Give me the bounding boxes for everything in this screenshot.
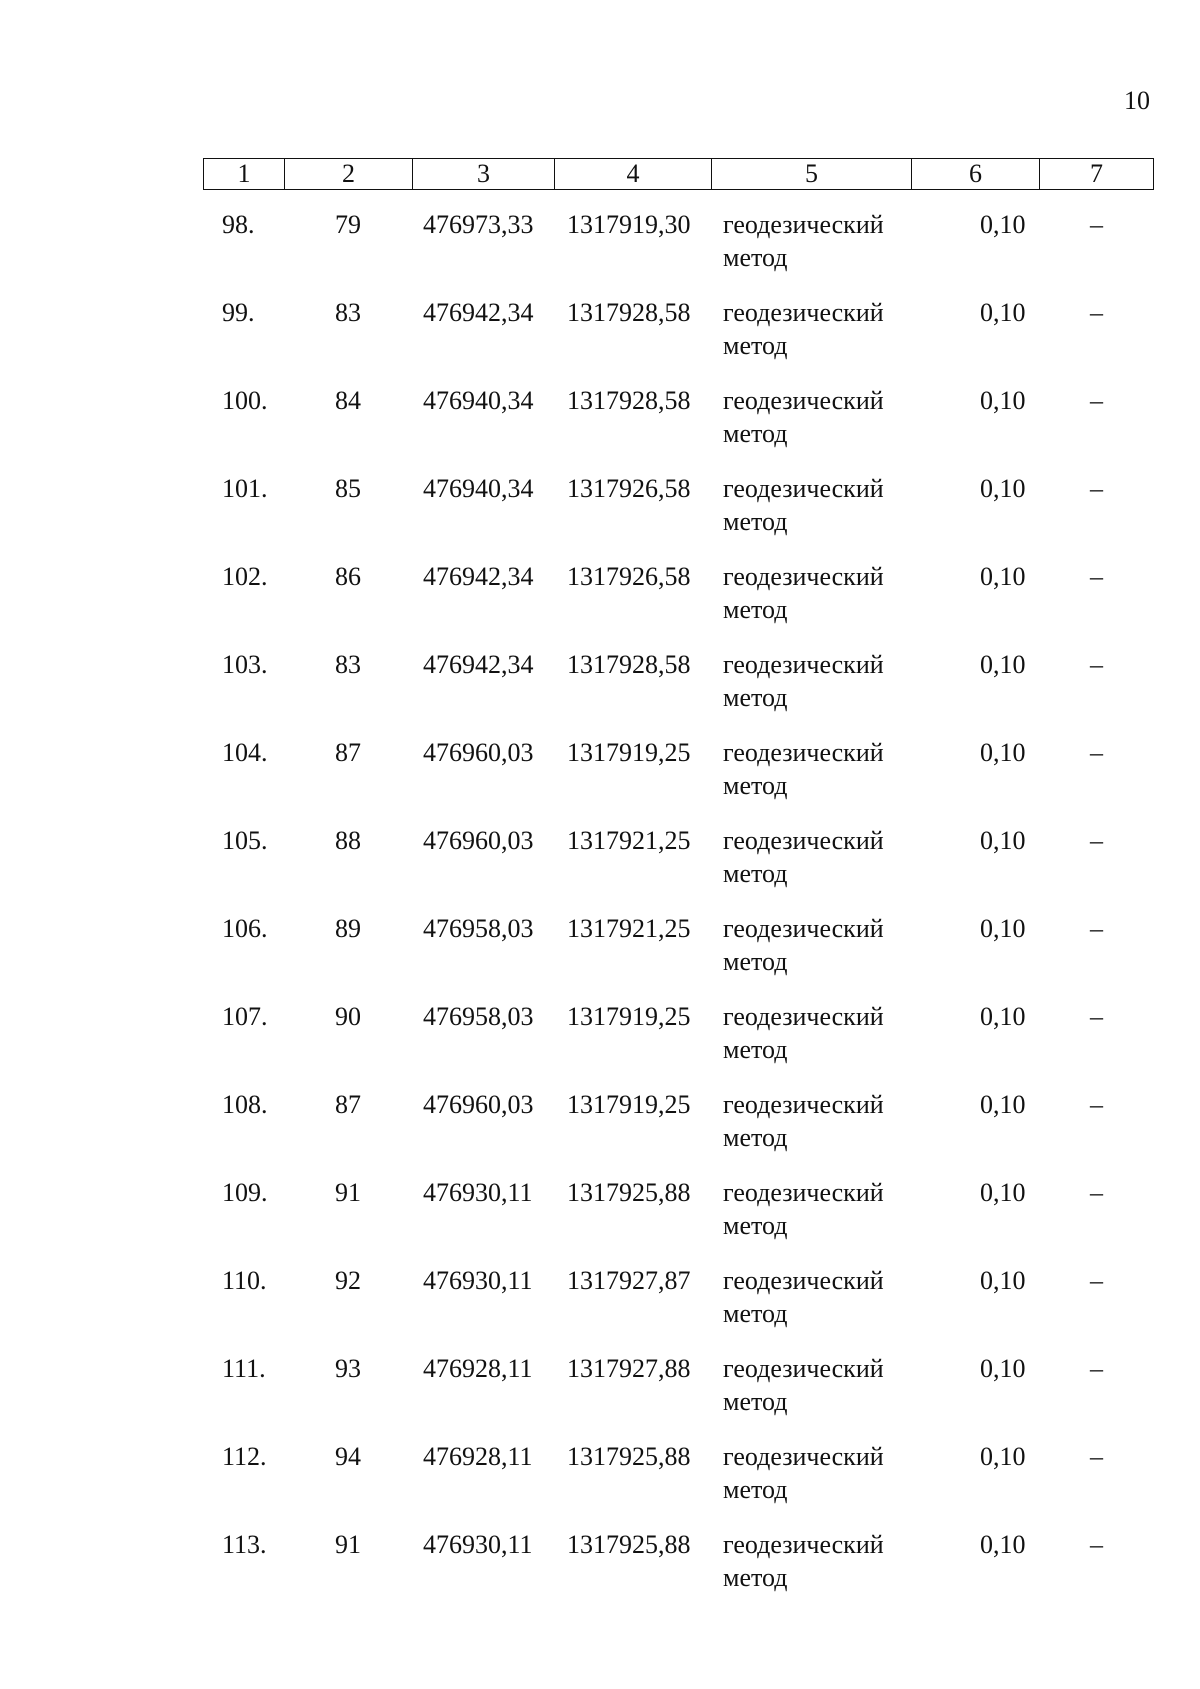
method-line-1: геодезический (723, 826, 884, 855)
method (723, 1528, 923, 1594)
point-number: 83 (335, 298, 361, 327)
coordinate-y: 1317925,88 (567, 1442, 691, 1471)
method-line-1: геодезический (723, 298, 884, 327)
method-line-2: метод (723, 419, 788, 448)
note: – (1090, 826, 1103, 855)
note: – (1090, 474, 1103, 503)
method (723, 824, 923, 890)
column-header-3: 3 (413, 159, 555, 190)
coordinate-x: 476930,11 (423, 1178, 533, 1207)
coordinate-x: 476960,03 (423, 1090, 534, 1119)
point-number: 93 (335, 1354, 361, 1383)
coordinate-x: 476942,34 (423, 562, 534, 591)
coordinate-y: 1317919,30 (567, 210, 691, 239)
method (723, 1264, 923, 1330)
point-number: 87 (335, 1090, 361, 1119)
column-header-4: 4 (555, 159, 712, 190)
note: – (1090, 738, 1103, 767)
column-header-table (203, 158, 1154, 190)
column-header-7: 7 (1040, 159, 1154, 190)
table-row (0, 736, 1200, 824)
table-row (0, 1176, 1200, 1264)
row-number: 109. (222, 1178, 268, 1207)
coordinate-x: 476942,34 (423, 298, 534, 327)
method-line-1: геодезический (723, 738, 884, 767)
method-line-2: метод (723, 595, 788, 624)
method-line-1: геодезический (723, 1266, 884, 1295)
method-line-2: метод (723, 331, 788, 360)
accuracy: 0,10 (980, 474, 1026, 503)
coordinate-x: 476973,33 (423, 210, 534, 239)
row-number: 107. (222, 1002, 268, 1031)
note: – (1090, 650, 1103, 679)
row-number: 106. (222, 914, 268, 943)
method-line-1: геодезический (723, 1090, 884, 1119)
row-number: 112. (222, 1442, 267, 1471)
method-line-1: геодезический (723, 1002, 884, 1031)
accuracy: 0,10 (980, 386, 1026, 415)
note: – (1090, 210, 1103, 239)
point-number: 91 (335, 1178, 361, 1207)
coordinate-x: 476930,11 (423, 1530, 533, 1559)
note: – (1090, 914, 1103, 943)
method-line-1: геодезический (723, 210, 884, 239)
table-row (0, 384, 1200, 472)
method (723, 912, 923, 978)
row-number: 113. (222, 1530, 267, 1559)
method-line-2: метод (723, 771, 788, 800)
coordinate-y: 1317921,25 (567, 826, 691, 855)
note: – (1090, 386, 1103, 415)
accuracy: 0,10 (980, 1266, 1026, 1295)
method-line-2: метод (723, 243, 788, 272)
coordinate-x: 476928,11 (423, 1442, 533, 1471)
coordinate-x: 476930,11 (423, 1266, 533, 1295)
method (723, 1440, 923, 1506)
row-number: 98. (222, 210, 255, 239)
accuracy: 0,10 (980, 562, 1026, 591)
coordinate-x: 476928,11 (423, 1354, 533, 1383)
method-line-1: геодезический (723, 1442, 884, 1471)
table-row (0, 648, 1200, 736)
accuracy: 0,10 (980, 738, 1026, 767)
method-line-2: метод (723, 1387, 788, 1416)
method-line-2: метод (723, 507, 788, 536)
method (723, 472, 923, 538)
column-header-row (204, 159, 1154, 190)
accuracy: 0,10 (980, 1178, 1026, 1207)
table-row (0, 912, 1200, 1000)
point-number: 84 (335, 386, 361, 415)
point-number: 92 (335, 1266, 361, 1295)
accuracy: 0,10 (980, 1002, 1026, 1031)
accuracy: 0,10 (980, 210, 1026, 239)
method-line-2: метод (723, 1563, 788, 1592)
row-number: 99. (222, 298, 255, 327)
point-number: 79 (335, 210, 361, 239)
row-number: 104. (222, 738, 268, 767)
point-number: 85 (335, 474, 361, 503)
accuracy: 0,10 (980, 914, 1026, 943)
point-number: 91 (335, 1530, 361, 1559)
note: – (1090, 1178, 1103, 1207)
accuracy: 0,10 (980, 650, 1026, 679)
column-header-5: 5 (712, 159, 912, 190)
table-row (0, 1528, 1200, 1616)
method-line-2: метод (723, 1211, 788, 1240)
accuracy: 0,10 (980, 826, 1026, 855)
coordinate-x: 476940,34 (423, 474, 534, 503)
method-line-1: геодезический (723, 650, 884, 679)
coordinate-y: 1317925,88 (567, 1178, 691, 1207)
table-row (0, 560, 1200, 648)
table-row (0, 824, 1200, 912)
method-line-1: геодезический (723, 1354, 884, 1383)
table-row (0, 1088, 1200, 1176)
method-line-1: геодезический (723, 914, 884, 943)
method (723, 296, 923, 362)
coordinate-x: 476940,34 (423, 386, 534, 415)
coordinate-y: 1317919,25 (567, 738, 691, 767)
method-line-1: геодезический (723, 1530, 884, 1559)
table-row (0, 296, 1200, 384)
table-row (0, 472, 1200, 560)
method (723, 736, 923, 802)
coordinates-table-body (0, 208, 1200, 1616)
method-line-1: геодезический (723, 1178, 884, 1207)
note: – (1090, 1266, 1103, 1295)
row-number: 103. (222, 650, 268, 679)
coordinate-y: 1317925,88 (567, 1530, 691, 1559)
note: – (1090, 298, 1103, 327)
method (723, 1176, 923, 1242)
row-number: 101. (222, 474, 268, 503)
point-number: 94 (335, 1442, 361, 1471)
point-number: 90 (335, 1002, 361, 1031)
method (723, 1088, 923, 1154)
row-number: 110. (222, 1266, 267, 1295)
method-line-2: метод (723, 683, 788, 712)
method (723, 1352, 923, 1418)
note: – (1090, 1442, 1103, 1471)
method-line-2: метод (723, 1035, 788, 1064)
coordinate-y: 1317928,58 (567, 386, 691, 415)
coordinate-y: 1317928,58 (567, 298, 691, 327)
table-row (0, 1264, 1200, 1352)
accuracy: 0,10 (980, 298, 1026, 327)
point-number: 87 (335, 738, 361, 767)
point-number: 83 (335, 650, 361, 679)
coordinate-y: 1317919,25 (567, 1090, 691, 1119)
note: – (1090, 1090, 1103, 1119)
column-header-2: 2 (285, 159, 413, 190)
method-line-1: геодезический (723, 474, 884, 503)
note: – (1090, 1530, 1103, 1559)
method-line-2: метод (723, 1475, 788, 1504)
coordinate-y: 1317927,88 (567, 1354, 691, 1383)
table-row (0, 1000, 1200, 1088)
coordinate-y: 1317928,58 (567, 650, 691, 679)
method-line-2: метод (723, 1299, 788, 1328)
column-header-1: 1 (204, 159, 285, 190)
method-line-2: метод (723, 1123, 788, 1152)
note: – (1090, 1002, 1103, 1031)
coordinate-x: 476958,03 (423, 1002, 534, 1031)
table-row (0, 208, 1200, 296)
coordinate-y: 1317919,25 (567, 1002, 691, 1031)
row-number: 102. (222, 562, 268, 591)
table-row (0, 1440, 1200, 1528)
point-number: 86 (335, 562, 361, 591)
coordinate-x: 476942,34 (423, 650, 534, 679)
point-number: 89 (335, 914, 361, 943)
coordinate-y: 1317927,87 (567, 1266, 691, 1295)
column-header-6: 6 (912, 159, 1040, 190)
note: – (1090, 562, 1103, 591)
method (723, 208, 923, 274)
row-number: 105. (222, 826, 268, 855)
method (723, 560, 923, 626)
method-line-1: геодезический (723, 386, 884, 415)
accuracy: 0,10 (980, 1530, 1026, 1559)
accuracy: 0,10 (980, 1354, 1026, 1383)
coordinate-y: 1317926,58 (567, 474, 691, 503)
coordinate-x: 476960,03 (423, 738, 534, 767)
table-row (0, 1352, 1200, 1440)
row-number: 100. (222, 386, 268, 415)
method-line-1: геодезический (723, 562, 884, 591)
accuracy: 0,10 (980, 1090, 1026, 1119)
note: – (1090, 1354, 1103, 1383)
coordinate-y: 1317926,58 (567, 562, 691, 591)
coordinate-x: 476960,03 (423, 826, 534, 855)
point-number: 88 (335, 826, 361, 855)
row-number: 111. (222, 1354, 266, 1383)
method (723, 384, 923, 450)
page-number: 10 (1124, 86, 1150, 115)
coordinate-x: 476958,03 (423, 914, 534, 943)
method (723, 1000, 923, 1066)
accuracy: 0,10 (980, 1442, 1026, 1471)
coordinate-y: 1317921,25 (567, 914, 691, 943)
method-line-2: метод (723, 859, 788, 888)
method-line-2: метод (723, 947, 788, 976)
method (723, 648, 923, 714)
row-number: 108. (222, 1090, 268, 1119)
